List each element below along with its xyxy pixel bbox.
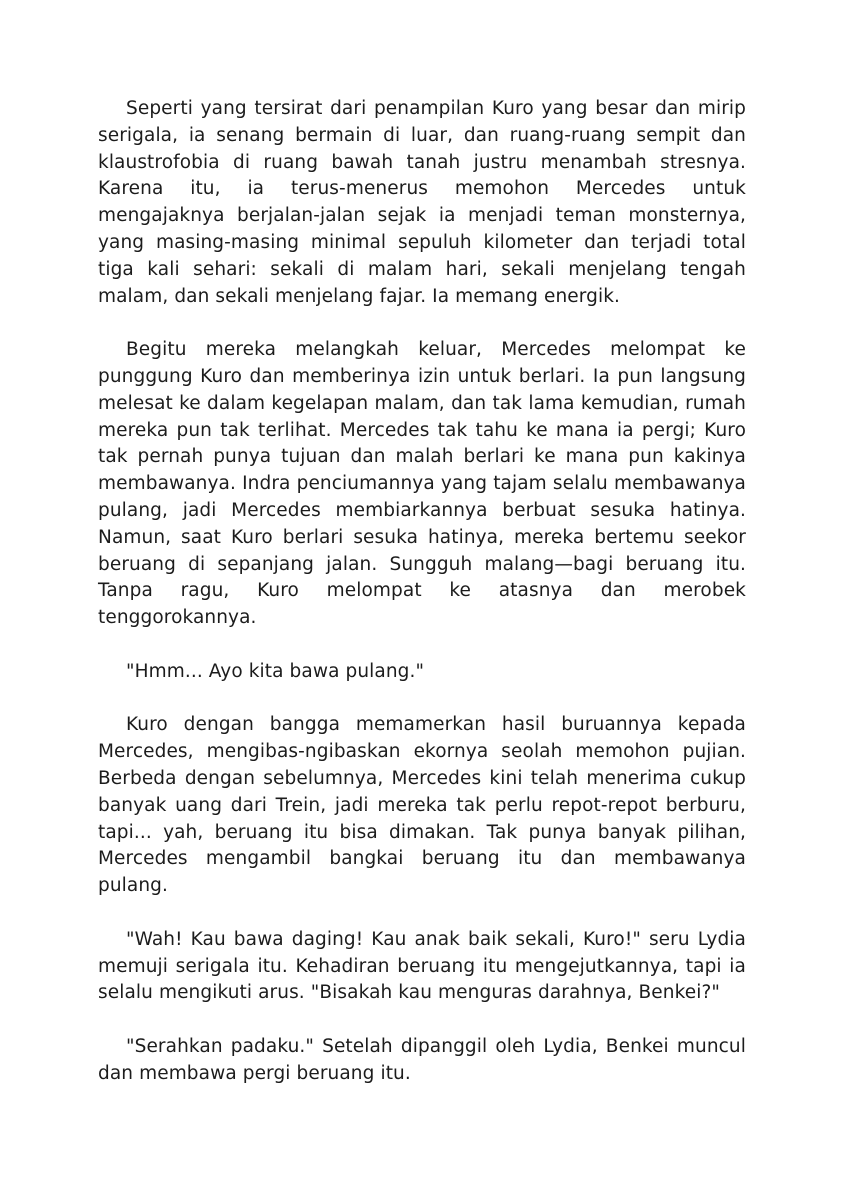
paragraph-dialogue: "Hmm... Ayo kita bawa pulang." <box>126 660 425 682</box>
paragraph: Seperti yang tersirat dari penampilan Kuro yang besar dan mirip serigala, ia senang bermain di luar, dan ruang-ruang sempit dan klaustrofobia di ruang bawah tanah justru menambah stresnya. Karena itu, ia terus-menerus memohon Mercedes untuk mengajaknya berjalan-jalan sejak ia menjadi teman monsternya, yang masing-masing minimal sepuluh kilometer dan terjadi total tiga kali sehari: sekali di malam hari, sekali menjelang tengah malam, dan sekali menjelang fajar. Ia memang energik. <box>98 98 746 307</box>
paragraph-dialogue: "Wah! Kau bawa daging! Kau anak baik sekali, Kuro!" seru Lydia memuji serigala itu. Kehadiran beruang itu mengejutkannya, tapi ia selalu mengikuti arus. "Bisakah kau menguras darahnya, Benkei?" <box>98 928 746 1004</box>
page-text-column <box>98 96 746 1114</box>
paragraph-dialogue: "Serahkan padaku." Setelah dipanggil oleh Lydia, Benkei muncul dan membawa pergi beruang itu. <box>98 1035 746 1084</box>
paragraph: Begitu mereka melangkah keluar, Mercedes melompat ke punggung Kuro dan memberinya izin untuk berlari. Ia pun langsung melesat ke dalam kegelapan malam, dan tak lama kemudian, rumah mereka pun tak terlihat. Mercedes tak tahu ke mana ia pergi; Kuro tak pernah punya tujuan dan malah berlari ke mana pun kakinya membawanya. Indra penciumannya yang tajam selalu membawanya pulang, jadi Mercedes membiarkannya berbuat sesuka hatinya. Namun, saat Kuro berlari sesuka hatinya, mereka bertemu seekor beruang di sepanjang jalan. Sungguh malang—bagi beruang itu. Tanpa ragu, Kuro melompat ke atasnya dan merobek tenggorokannya. <box>98 339 746 629</box>
paragraph: Kuro dengan bangga memamerkan hasil buruannya kepada Mercedes, mengibas-ngibaskan ekornya seolah memohon pujian. Berbeda dengan sebelumnya, Mercedes kini telah menerima cukup banyak uang dari Trein, jadi mereka tak perlu repot-repot berburu, tapi... yah, beruang itu bisa dimakan. Tak punya banyak pilihan, Mercedes mengambil bangkai beruang itu dan membawanya pulang. <box>98 714 746 897</box>
